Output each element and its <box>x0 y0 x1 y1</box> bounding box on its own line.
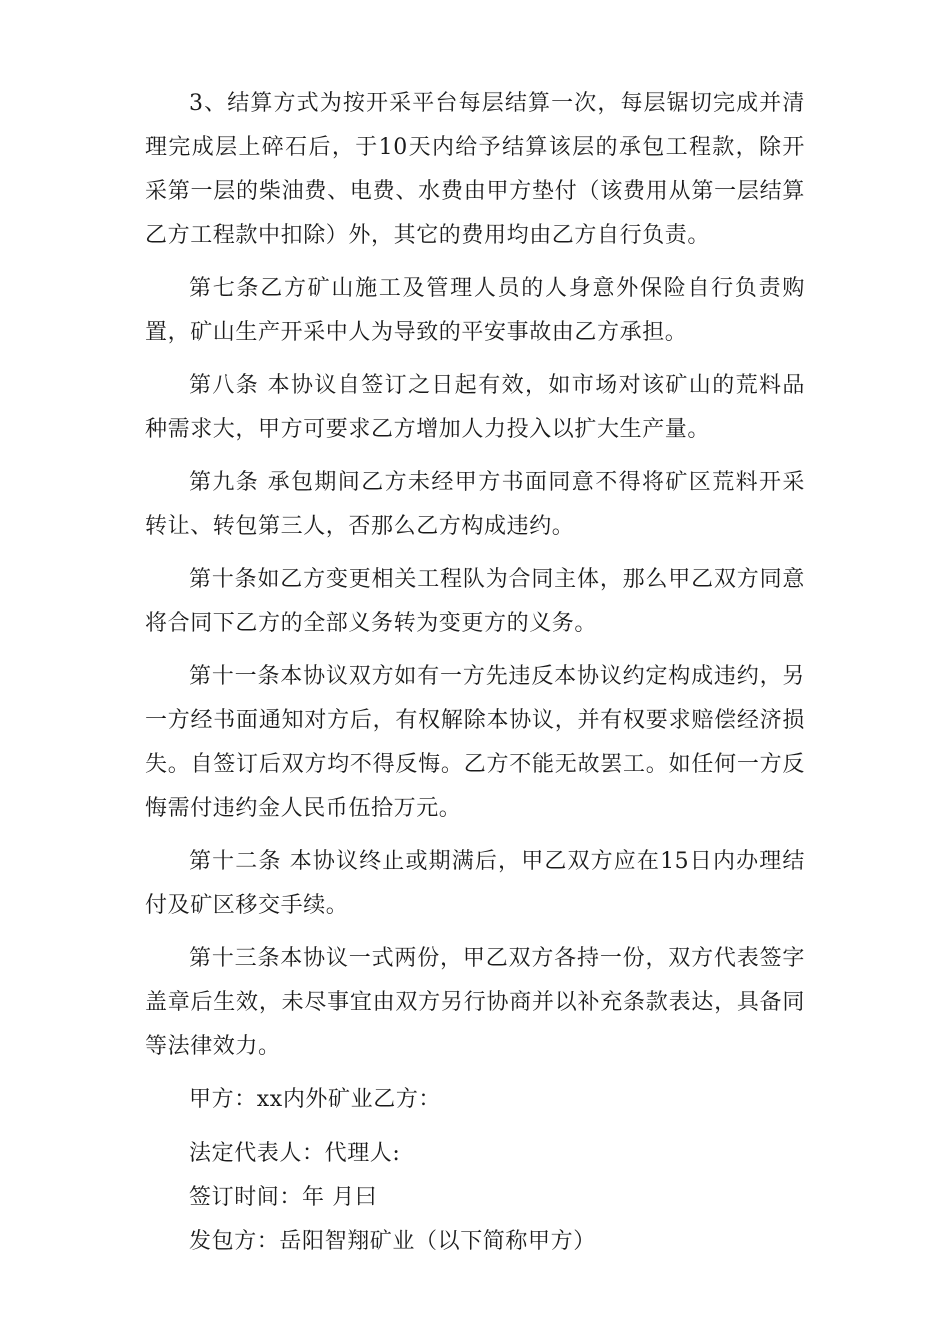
clause-13-copies: 第十三条本协议一式两份，甲乙双方各持一份，双方代表签字盖章后生效，未尽事宜由双方另行协商并以补充条款表达，具备同等法律效力。 <box>145 946 805 1059</box>
signature-date: 签订时间：年 月曰 <box>189 1185 378 1210</box>
signature-representatives: 法定代表人：代理人: <box>189 1141 401 1166</box>
clause-12-termination: 第十二条 本协议终止或期满后，甲乙双方应在15日内办理结付及矿区移交手续。 <box>145 849 805 918</box>
clause-8-effective: 第八条 本协议自签订之日起有效，如市场对该矿山的荒料品种需求大，甲方可要求乙方增加人力投入以扩大生产量。 <box>145 373 805 442</box>
clause-9-transfer: 第九条 承包期间乙方未经甲方书面同意不得将矿区荒料开采转让、转包第三人，否那么乙方构成违约。 <box>145 470 805 539</box>
clause-10-change-party: 第十条如乙方变更相关工程队为合同主体，那么甲乙双方同意将合同下乙方的全部义务转为变更方的义务。 <box>145 567 805 636</box>
clause-7-insurance: 第七条乙方矿山施工及管理人员的人身意外保险自行负责购置，矿山生产开采中人为导致的平安事故由乙方承担。 <box>145 276 805 345</box>
signature-parties: 甲方：xx内外矿业乙方： <box>189 1087 442 1112</box>
contractor-line: 发包方：岳阳智翔矿业（以下简称甲方） <box>189 1229 596 1254</box>
document-page <box>145 82 805 1264</box>
clause-settlement-method: 3、结算方式为按开采平台每层结算一次，每层锯切完成并清理完成层上碎石后，于10天内给予结算该层的承包工程款，除开采第一层的柴油费、电费、水费由甲方垫付（该费用从第一层结算乙方工程款中扣除）外，其它的费用均由乙方自行负责。 <box>145 91 805 248</box>
clause-11-breach: 第十一条本协议双方如有一方先违反本协议约定构成违约，另一方经书面通知对方后，有权解除本协议，并有权要求赔偿经济损失。自签订后双方均不得反悔。乙方不能无故罢工。如任何一方反悔需付违约金人民币伍拾万元。 <box>145 664 805 821</box>
